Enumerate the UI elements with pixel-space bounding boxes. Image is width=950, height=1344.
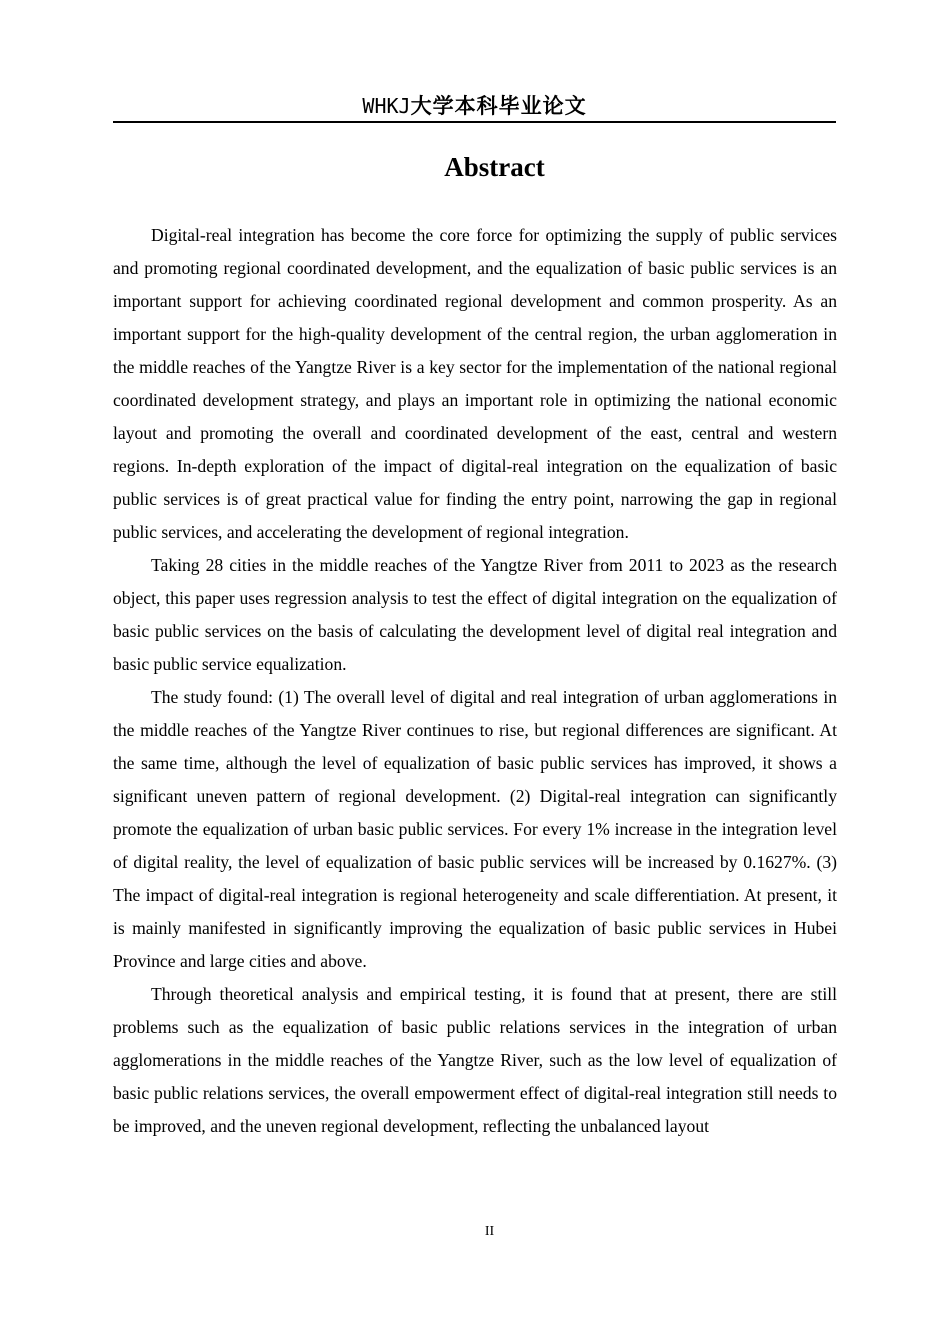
page-number: II bbox=[484, 1224, 495, 1239]
abstract-paragraph-3: The study found: (1) The overall level of digital and real integration of urban agglomerations in the middle reaches of the Yangtze River continues to rise, but regional differences are significant. At the same time, although the level of equalization of basic public services has improved, it shows a significant uneven pattern of regional development. (2) Digital-real integration can significantly promote the equalization of urban basic public services. For every 1% increase in the integration level of digital reality, the level of equalization of basic public services will be increased by 0.1627%. (3) The impact of digital-real integration is regional heterogeneity and scale differentiation. At present, it is mainly manifested in significantly improving the equalization of basic public services in Hubei Province and large cities and above. bbox=[113, 687, 837, 971]
header-thesis-label: 大学本科毕业论文 bbox=[410, 93, 587, 118]
abstract-paragraph-1: Digital-real integration has become the core force for optimizing the supply of public services and promoting regional coordinated development, and the equalization of basic public services is an important support for achieving coordinated regional development and common prosperity. As an important support for the high-quality development of the central region, the urban agglomeration in the middle reaches of the Yangtze River is a key sector for the implementation of the national regional coordinated development strategy, and plays an important role in optimizing the national economic layout and promoting the overall and coordinated development of the east, central and western regions. In-depth exploration of the impact of digital-real integration on the equalization of basic public services is of great practical value for finding the entry point, narrowing the gap in regional public services, and accelerating the development of regional integration. bbox=[113, 225, 837, 542]
abstract-title: Abstract bbox=[444, 152, 545, 182]
header-university-code: WHKJ bbox=[362, 94, 411, 118]
abstract-body bbox=[113, 219, 837, 1209]
header-divider bbox=[113, 121, 836, 123]
running-header bbox=[113, 93, 836, 119]
abstract-paragraph-4: Through theoretical analysis and empirical testing, it is found that at present, there are still problems such as the equalization of basic public relations services in the integration of urban agglomerations in the middle reaches of the Yangtze River, such as the low level of equalization of basic public relations services, the overall empowerment effect of digital-real integration still needs to be improved, and the uneven regional development, reflecting the unbalanced layout bbox=[113, 984, 837, 1136]
abstract-paragraph-2: Taking 28 cities in the middle reaches of the Yangtze River from 2011 to 2023 as the research object, this paper uses regression analysis to test the effect of digital integration on the equalization of basic public services on the basis of calculating the development level of digital real integration and basic public service equalization. bbox=[113, 555, 837, 674]
